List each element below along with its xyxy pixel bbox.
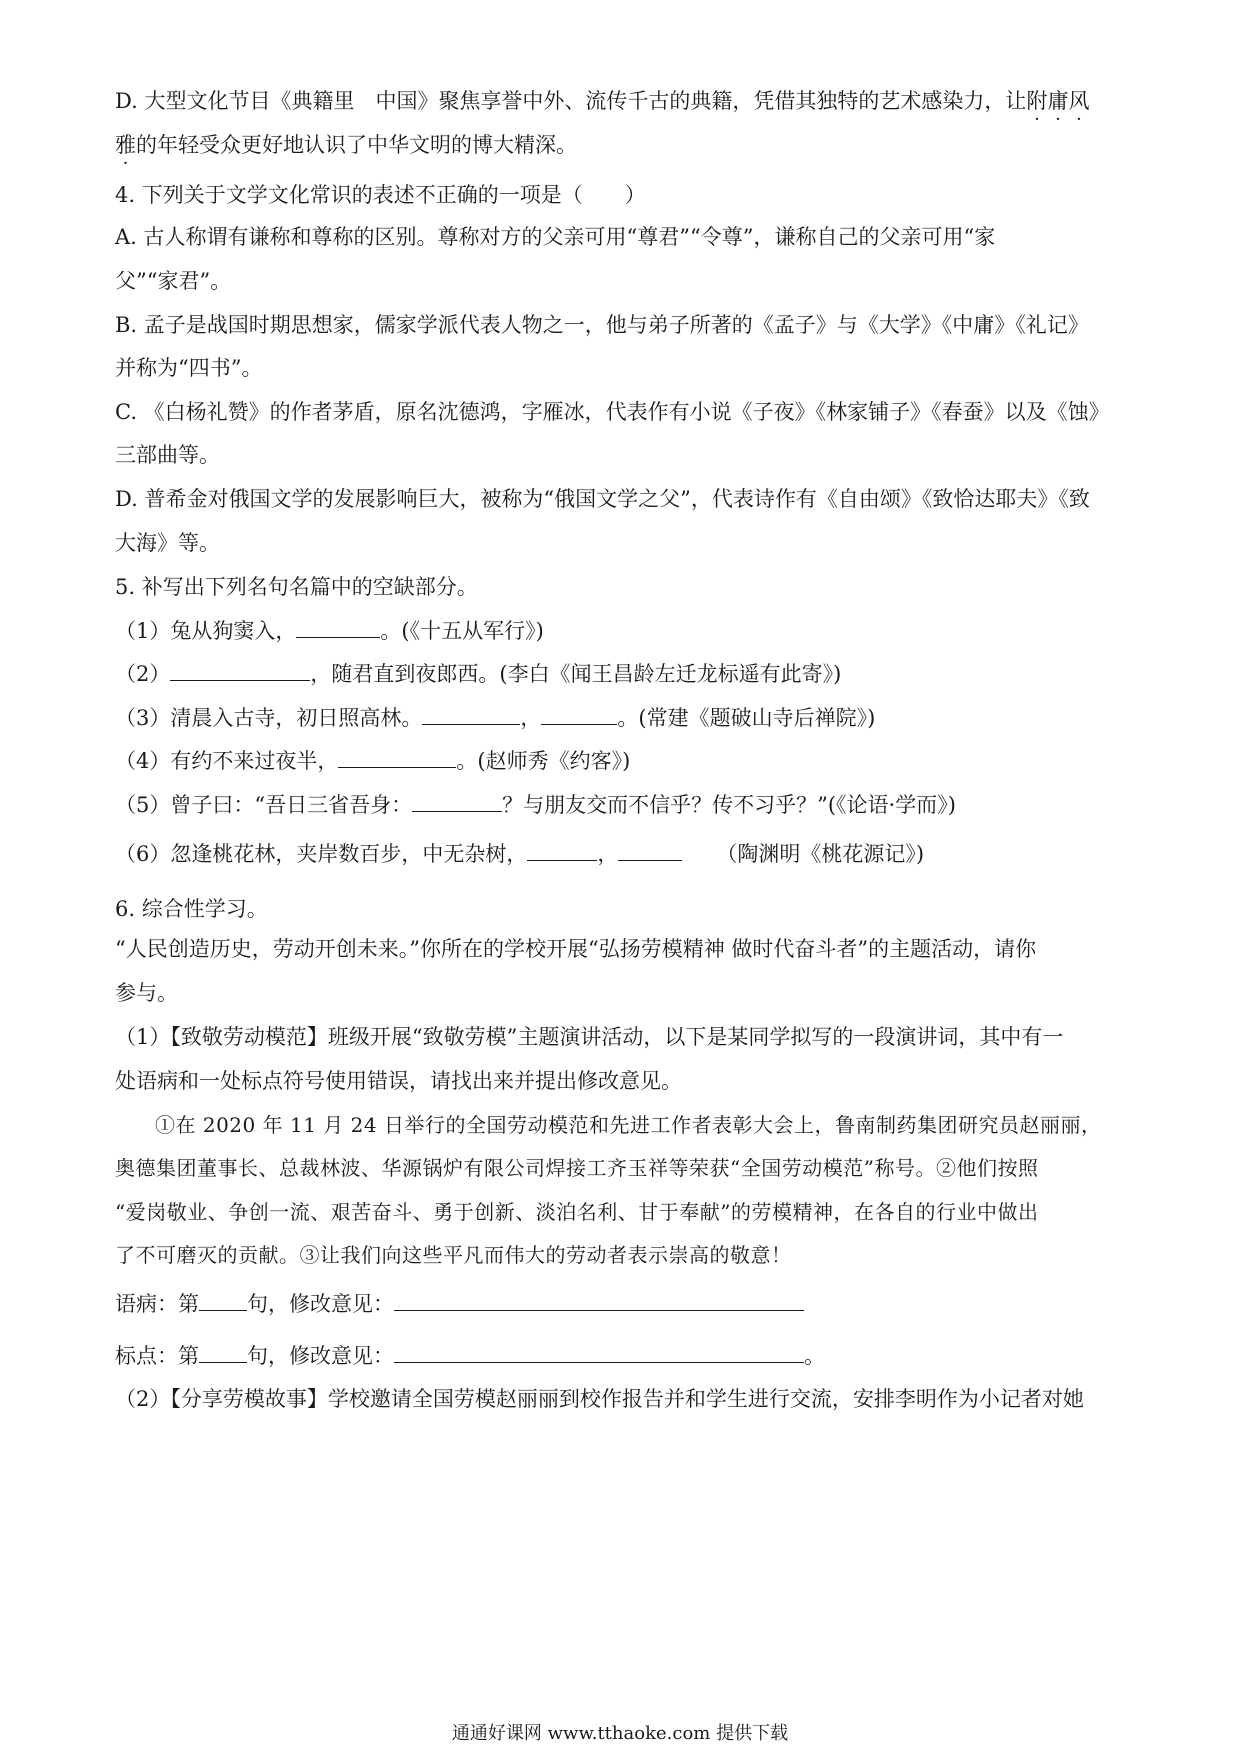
- sentence-number-blank[interactable]: [199, 1288, 247, 1311]
- q4-option-d-line1: D. 普希金对俄国文学的发展影响巨大，被称为“俄国文学之父”，代表诗作有《自由颂》《致恰达耶夫》《致: [115, 487, 1090, 511]
- q4-option-c-line1: C. 《白杨礼赞》的作者茅盾，原名沈德鸿，字雁冰，代表作有小说《子夜》《林家铺子》《春蚕》以及《蚀》: [115, 400, 1110, 424]
- speech-passage-line4: 了不可磨灭的贡献。③让我们向这些平凡而伟大的劳动者表示崇高的敬意！: [115, 1243, 792, 1267]
- revision-blank[interactable]: [394, 1340, 804, 1363]
- q6-part1-line2: 处语病和一处标点符号使用错误，请找出来并提出修改意见。: [115, 1069, 682, 1093]
- speech-passage-line2: 奥德集团董事长、总裁林波、华源锅炉有限公司焊接工齐玉祥等荣获“全国劳动模范”称号。②他们按照: [115, 1156, 1039, 1180]
- q6-intro-line2: 参与。: [115, 981, 178, 1005]
- answer-blank[interactable]: [618, 838, 682, 861]
- speech-passage-line3: “爱岗敬业、争创一流、艰苦奋斗、勇于创新、淡泊名利、甘于奉献”的劳模精神，在各自的行业中做出: [115, 1200, 1039, 1224]
- q3-option-d-line2: 雅的年轻受众更好地认识了中华文明的博大精深。: [115, 133, 577, 157]
- revision-blank[interactable]: [394, 1288, 804, 1311]
- q4-option-b-line2: 并称为“四书”。: [115, 356, 263, 380]
- q4-option-c-line2: 三部曲等。: [115, 443, 220, 467]
- q4-option-d-line2: 大海》等。: [115, 531, 220, 555]
- q6-part2-line1: （2）【分享劳模故事】学校邀请全国劳模赵丽丽到校作报告并和学生进行交流，安排李明作为小记者对她: [115, 1387, 1084, 1411]
- q5-stem: 5. 补写出下列名句名篇中的空缺部分。: [115, 575, 478, 599]
- speech-passage-line1: ①在 2020 年 11 月 24 日举行的全国劳动模范和先进工作者表彰大会上，鲁南制药集团研究员赵丽丽，: [155, 1113, 1102, 1137]
- q4-option-a-line1: A. 古人称谓有谦称和尊称的区别。尊称对方的父亲可用“尊君”“令尊”，谦称自己的父亲可用“家: [115, 225, 996, 249]
- grammar-error-answer-line: 语病：第 句，修改意见：: [115, 1288, 804, 1319]
- q5-item-1: （1）兔从狗窦入， 。(《十五从军行》): [115, 615, 544, 646]
- q5-item-5: （5）曾子曰：“吾日三省吾身： ？与朋友交而不信乎？传不习乎？”(《论语·学而》): [115, 789, 956, 820]
- punctuation-answer-line: 标点：第 句，修改意见： 。: [115, 1340, 825, 1371]
- q4-stem: 4. 下列关于文学文化常识的表述不正确的一项是（ ）: [115, 183, 646, 207]
- answer-blank[interactable]: [296, 615, 380, 638]
- emphasis-char: 雅: [115, 133, 136, 157]
- q6-intro-line1: “人民创造历史，劳动开创未来。”你所在的学校开展“弘扬劳模精神 做时代奋斗者”的主题活动，请你: [115, 937, 1037, 961]
- sentence-number-blank[interactable]: [199, 1340, 247, 1363]
- answer-blank[interactable]: [170, 658, 310, 681]
- answer-blank[interactable]: [338, 745, 456, 768]
- emphasis-char: 风: [1068, 89, 1090, 113]
- footer-source: 通通好课网 www.tthaoke.com 提供下载: [451, 1723, 789, 1744]
- emphasis-char: 附: [1026, 89, 1048, 113]
- answer-blank[interactable]: [422, 702, 520, 725]
- q6-part1-line1: （1）【致敬劳动模范】班级开展“致敬劳模”主题演讲活动，以下是某同学拟写的一段演讲词，其中有一: [115, 1025, 1064, 1049]
- q5-item-6: （6）忽逢桃花林，夹岸数百步，中无杂树， ， （陶渊明《桃花源记》): [115, 838, 924, 869]
- q5-item-3: （3）清晨入古寺，初日照高林。 ， 。(常建《题破山寺后禅院》): [115, 702, 875, 733]
- q4-option-a-line2: 父”“家君”。: [115, 269, 232, 293]
- q5-item-2: （2） ，随君直到夜郎西。(李白《闻王昌龄左迁龙标遥有此寄》): [115, 658, 841, 689]
- answer-blank[interactable]: [527, 838, 597, 861]
- answer-blank[interactable]: [541, 702, 617, 725]
- q4-option-b-line1: B. 孟子是战国时期思想家，儒家学派代表人物之一，他与弟子所著的《孟子》与《大学》《中庸》《礼记》: [115, 313, 1089, 337]
- q5-item-4: （4）有约不来过夜半， 。(赵师秀《约客》): [115, 745, 630, 776]
- q6-stem: 6. 综合性学习。: [115, 897, 268, 921]
- q3-option-d-line1: D. 大型文化节目《典籍里 中国》聚焦享誉中外、流传千古的典籍，凭借其独特的艺术感染力，让附庸风: [115, 89, 1090, 113]
- emphasis-char: 庸: [1047, 89, 1069, 113]
- answer-blank[interactable]: [412, 789, 502, 812]
